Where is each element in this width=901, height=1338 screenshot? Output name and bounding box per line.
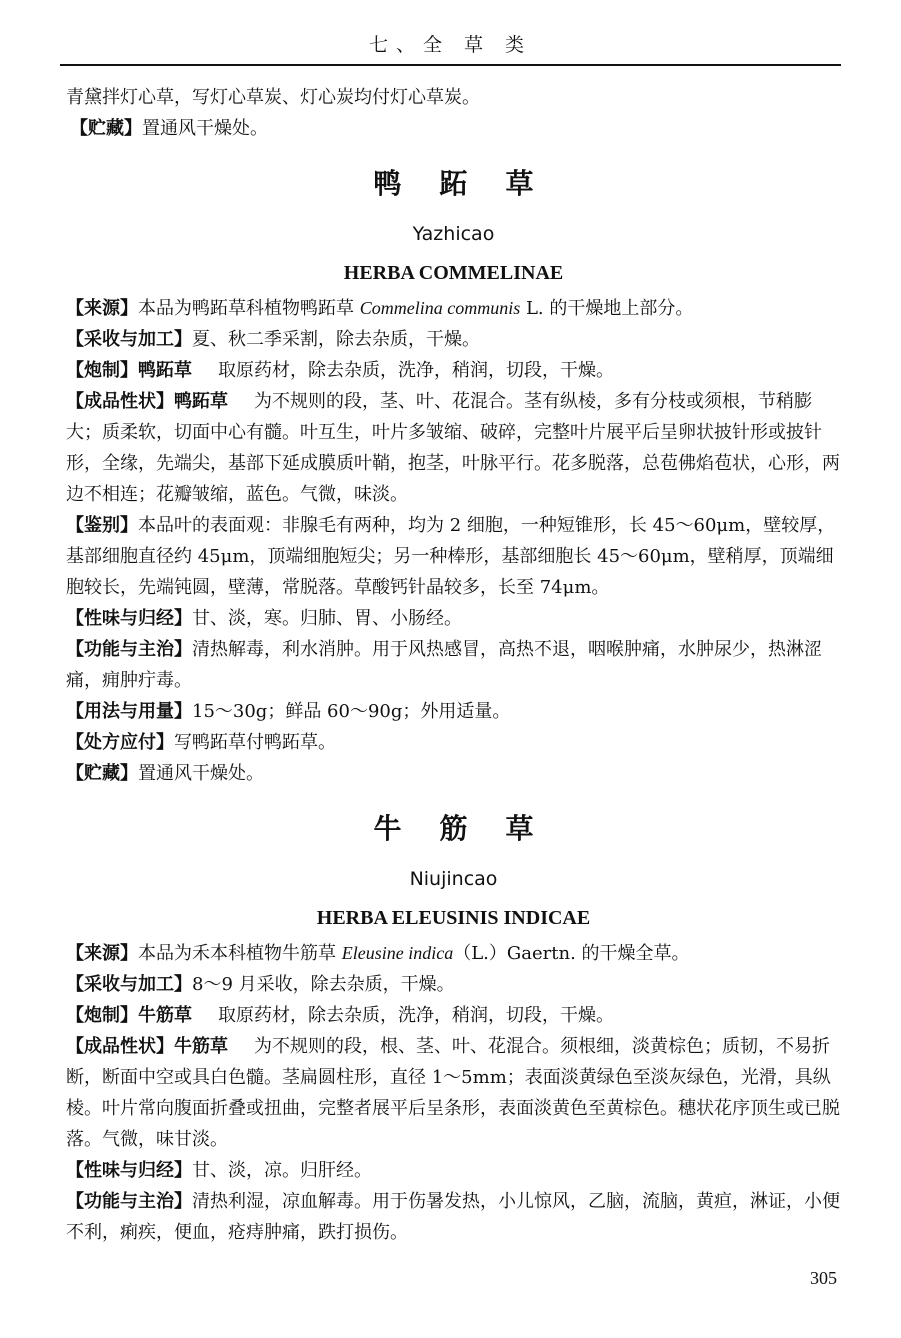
- section-label: 【成品性状】: [66, 391, 174, 412]
- section-label: 【性味与归经】: [66, 1160, 192, 1181]
- character-section: [66, 386, 841, 510]
- section-text: 取原药材，除去杂质，洗净，稍润，切段，干燥。: [218, 1005, 614, 1026]
- intro-storage: [70, 113, 841, 144]
- source-section: [66, 938, 841, 969]
- nature-section: [66, 1155, 841, 1186]
- page-content: [66, 82, 841, 1248]
- dosage-section: [66, 696, 841, 727]
- prescription-section: [66, 727, 841, 758]
- section-label: 【采收与加工】: [66, 329, 192, 350]
- character-section: [66, 1031, 841, 1155]
- nature-section: [66, 603, 841, 634]
- section-text: 写鸭跖草付鸭跖草。: [174, 732, 336, 753]
- section-text: 甘、淡，凉。归肝经。: [192, 1160, 372, 1181]
- section-text: 置通风干燥处。: [138, 763, 264, 784]
- entry-title: 牛筋草: [373, 812, 572, 845]
- species-name: Eleusine indica: [341, 943, 454, 963]
- section-label: 【炮制】: [66, 1005, 138, 1026]
- entry-pinyin: Yazhicao: [412, 223, 495, 245]
- section-text: 本品叶的表面观：非腺毛有两种，均为 2 细胞，一种短锥形，长 45～60μm，壁较厚，基部细胞直径约 45μm，顶端细胞短尖；另一种棒形，基部细胞长 45～60μm，壁稍厚，顶端细胞较长，先端钝圆，壁薄，常脱落。草酸钙针晶较多，长至 74μm。: [66, 515, 836, 598]
- processing-term: 牛筋草: [138, 1005, 192, 1026]
- species-name: Commelina communis: [359, 298, 521, 318]
- section-text: 甘、淡，寒。归肺、胃、小肠经。: [192, 608, 462, 629]
- section-text: 清热解毒，利水消肿。用于风热感冒，高热不退，咽喉肿痛，水肿尿少，热淋涩痛，痈肿疔毒。: [66, 639, 822, 691]
- section-label: 【贮藏】: [70, 118, 142, 139]
- source-section: [66, 293, 841, 324]
- section-text: 为不规则的段，根、茎、叶、花混合。须根细，淡黄棕色；质韧，不易折断，断面中空或具白色髓。茎扁圆柱形，直径 1～5mm；表面淡黄绿色至淡灰绿色，光滑，具纵棱。叶片常向腹面折叠或扭曲，完整者展平后呈条形，表面淡黄色至黄棕色。穗状花序顶生或已脱落。气微，味甘淡。: [66, 1036, 840, 1150]
- identification-section: [66, 510, 841, 603]
- section-label: 【用法与用量】: [66, 701, 192, 722]
- section-text: 取原药材，除去杂质，洗净，稍润，切段，干燥。: [218, 360, 614, 381]
- section-label: 【鉴别】: [66, 515, 138, 536]
- entry-latin-name: HERBA COMMELINAE: [343, 262, 564, 284]
- section-text: 本品为禾本科植物牛筋草: [138, 943, 342, 964]
- section-label: 【来源】: [66, 943, 138, 964]
- function-section: [66, 1186, 841, 1248]
- section-label: 【采收与加工】: [66, 974, 192, 995]
- section-label: 【性味与归经】: [66, 608, 192, 629]
- section-text: 15～30g；鲜品 60～90g；外用适量。: [192, 701, 511, 722]
- processing-term: 鸭跖草: [138, 360, 192, 381]
- section-text: 置通风干燥处。: [142, 118, 268, 139]
- section-text: 本品为鸭跖草科植物鸭跖草: [138, 298, 360, 319]
- section-label: 【处方应付】: [66, 732, 174, 753]
- entry-pinyin: Niujincao: [409, 868, 498, 890]
- section-label: 【来源】: [66, 298, 138, 319]
- section-text: 为不规则的段，茎、叶、花混合。茎有纵棱，多有分枝或须根，节稍膨大；质柔软，切面中心有髓。叶互生，叶片多皱缩、破碎，完整叶片展平后呈卵状披针形或披针形，全缘，先端尖，基部下延成膜质叶鞘，抱茎，叶脉平行。花多脱落，总苞佛焰苞状，心形，两边不相连；花瓣皱缩，蓝色。气微，味淡。: [66, 391, 840, 505]
- section-text: 清热利湿，凉血解毒。用于伤暑发热，小儿惊风，乙脑，流脑，黄疸，淋证，小便不利，痢疾，便血，疮痔肿痛，跌打损伤。: [66, 1191, 840, 1243]
- section-label: 【功能与主治】: [66, 639, 192, 660]
- entry-title: 鸭跖草: [373, 167, 572, 200]
- continued-line: 青黛拌灯心草，写灯心草炭、灯心炭均付灯心草炭。: [66, 87, 480, 108]
- harvest-section: [66, 969, 841, 1000]
- character-term: 鸭跖草: [174, 391, 228, 412]
- section-text: L. 的干燥地上部分。: [520, 298, 694, 319]
- character-term: 牛筋草: [174, 1036, 228, 1057]
- processing-section: [66, 1000, 841, 1031]
- entry-latin-name: HERBA ELEUSINIS INDICAE: [316, 907, 591, 929]
- processing-section: [66, 355, 841, 386]
- section-label: 【贮藏】: [66, 763, 138, 784]
- section-label: 【成品性状】: [66, 1036, 174, 1057]
- section-label: 【炮制】: [66, 360, 138, 381]
- section-text: 8～9 月采收，除去杂质，干燥。: [192, 974, 455, 995]
- section-label: 【功能与主治】: [66, 1191, 192, 1212]
- storage-section: [66, 758, 841, 789]
- harvest-section: [66, 324, 841, 355]
- header-rule: [60, 64, 841, 66]
- section-text: 夏、秋二季采割，除去杂质，干燥。: [192, 329, 480, 350]
- running-header: 七、全 草 类: [368, 34, 533, 56]
- page-number: 305: [810, 1268, 837, 1288]
- function-section: [66, 634, 841, 696]
- section-text: （L.）Gaertn. 的干燥全草。: [453, 943, 690, 964]
